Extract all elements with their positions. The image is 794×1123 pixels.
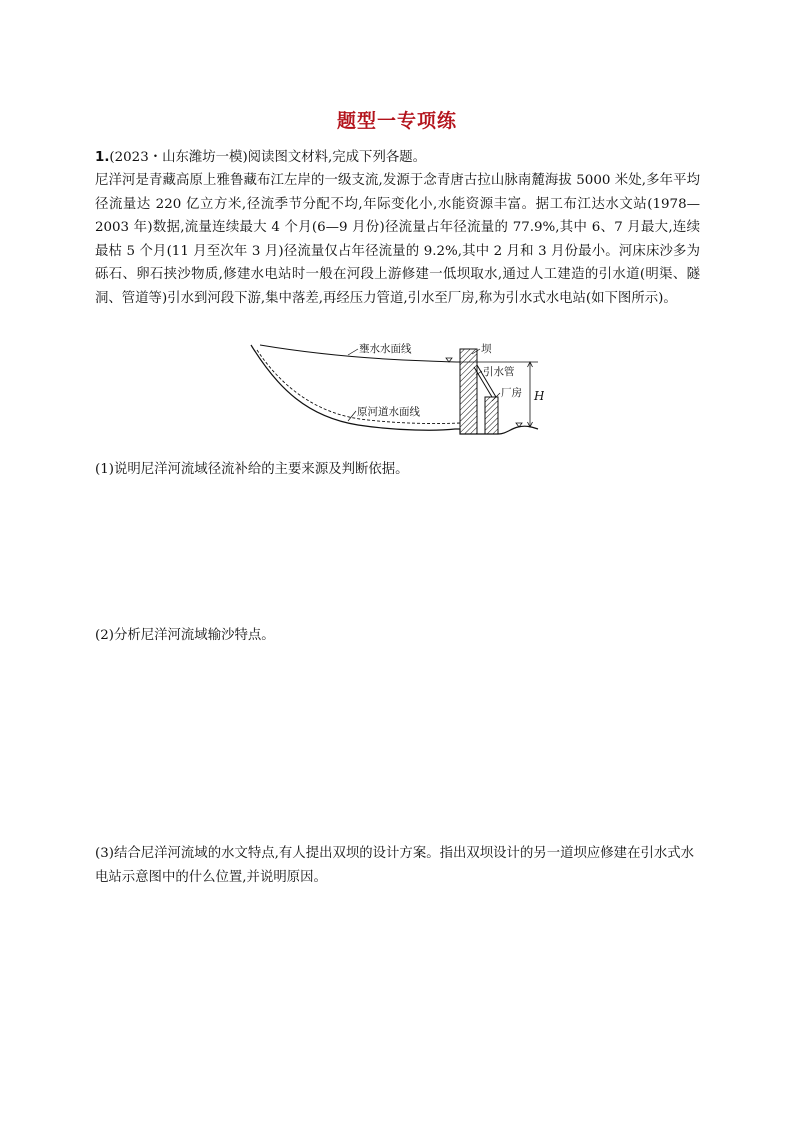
question-material: 尼洋河是青藏高原上雅鲁藏布江左岸的一级支流,发源于念青唐古拉山脉南麓海拔 5000 米处,多年平均径流量达 220 亿立方米,径流季节分配不均,年际变化小,水能资源丰富。据工布江达水文站(1978—2003 年)数据,流量连续最大 4 个月(6—9 月份)径流量占年径流量的 77.9%,其中 6、7 月最大,连续最枯 5 个月(11 月至次年 3 月)径流量仅占年径流量的 9.2%,其中 2 月和 3 月份最小。河床床沙多为砾石、卵石挟沙物质,修建水电站时一般在河段上游修建一低坝取水,通过人工建造的引水道(明渠、隧洞、管道等)引水到河段下游,集中落差,再经压力管道,引水至厂房,称为引水式水电站(如下图所示)。 xyxy=(95,173,700,306)
dam-body xyxy=(460,349,477,434)
label-head: H xyxy=(534,389,544,403)
hydropower-diagram xyxy=(248,339,544,449)
label-original: 原河道水面线 xyxy=(357,406,420,418)
subquestion-3: (3)结合尼洋河流域的水文特点,有人提出双坝的设计方案。指出双坝设计的另一道坝应修建在引水式水电站示意图中的什么位置,并说明原因。 xyxy=(95,846,695,885)
label-backwater: 壅水水面线 xyxy=(359,343,412,355)
question-number: 1. xyxy=(95,150,110,165)
subquestion-2: (2)分析尼洋河流域输沙特点。 xyxy=(95,628,275,643)
question-header xyxy=(95,146,426,169)
label-pipe: 引水管 xyxy=(483,366,515,378)
question-source: (2023・山东潍坊一模)阅读图文材料,完成下列各题。 xyxy=(109,150,427,165)
label-dam: 坝 xyxy=(481,343,492,355)
powerhouse-body xyxy=(485,397,498,434)
page-title: 题型一专项练 xyxy=(336,110,457,132)
subquestion-1: (1)说明尼洋河流域径流补给的主要来源及判断依据。 xyxy=(95,462,409,477)
label-powerhouse: 厂房 xyxy=(501,387,522,399)
